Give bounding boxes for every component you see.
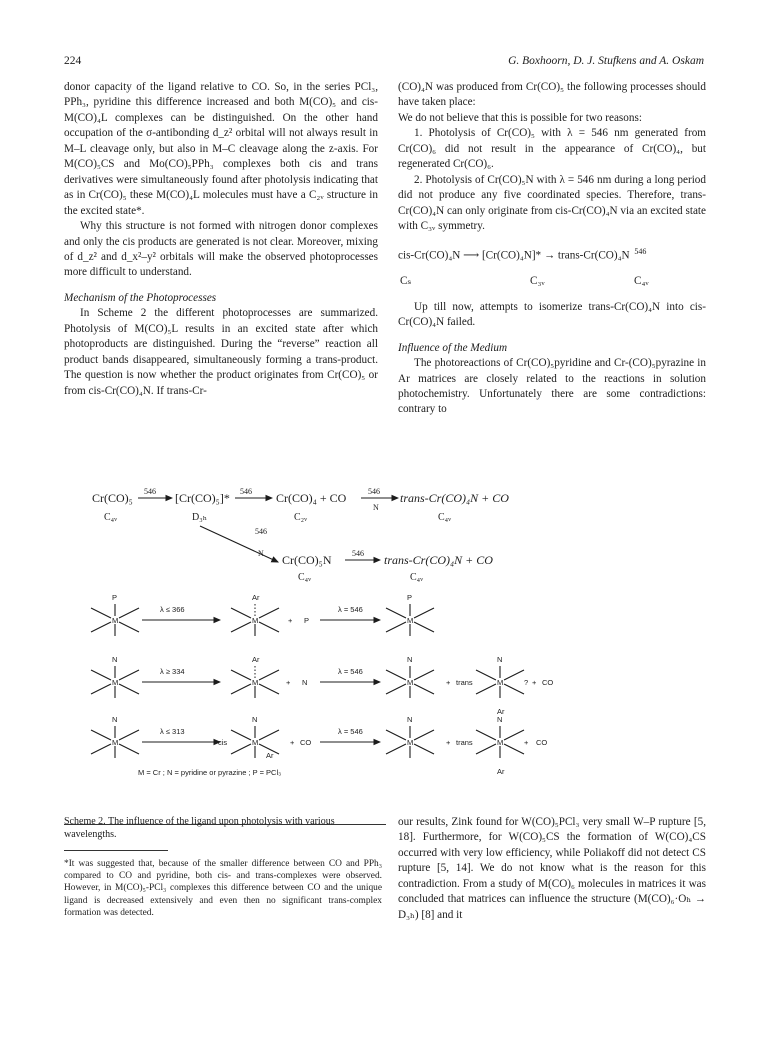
symmetry-label: C₄ᵥ (104, 512, 118, 523)
section-heading: Influence of the Medium (398, 341, 508, 354)
running-header-authors: G. Boxhoorn, D. J. Stufkens and A. Oskam (508, 55, 704, 67)
bond-line (231, 684, 251, 694)
isomer-label: cis (218, 738, 228, 747)
equation-text: cis-Cr(CO)₄N ⟶ [Cr(CO)₄N]* → trans-Cr(CO)₄N (398, 249, 630, 262)
bond-line (476, 730, 496, 740)
ligand-label: Ar (266, 751, 274, 760)
metal-label: M (112, 678, 119, 687)
bond-line (119, 670, 139, 680)
paragraph: donor capacity of the ligand relative to CO. So, in the series PCl₃, PPh₃, pyridine this difference increased and both M(CO)₅ and cis-M(CO)₄L complexes can be distinguished. On the other hand occupation of the σ-antibonding d_z² orbital will not always result in M–L cleavage only, but also in M–C cleavage along the z-axis. For M(CO)₅CS and Mo(CO)₅PPh₃ complexes both cis and trans derivatives were simultaneously found after photolysis indicating that as in Cr(CO)₅ these M(CO)₄L molecules must have a C₂ᵥ structure in the excited state*. (64, 81, 378, 217)
bond-line (504, 684, 524, 694)
right-column (398, 80, 706, 418)
ligand-label: Ar (497, 707, 505, 716)
bond-line (259, 608, 279, 618)
metal-label: M (407, 678, 414, 687)
scheme-species: Cr(CO)₄ + CO (276, 491, 347, 505)
ligand-label: P (112, 593, 118, 602)
reagent-label: N (258, 549, 264, 558)
bond-line (414, 622, 434, 632)
bond-line (119, 608, 139, 618)
bond-line (504, 730, 524, 740)
bond-line (504, 744, 524, 754)
symmetry-label: C₄ᵥ (410, 572, 424, 583)
bond-line (414, 684, 434, 694)
ligand-label: Ar (252, 593, 260, 602)
bond-line (504, 670, 524, 680)
bond-line (91, 608, 111, 618)
wavelength-label: λ ≤ 366 (160, 605, 185, 614)
scheme-caption: Scheme 2. The influence of the ligand upon photolysis with various wavelengths. (64, 816, 335, 841)
equation (398, 244, 706, 264)
page-number: 224 (64, 55, 82, 67)
metal-label: M (497, 678, 504, 687)
paragraph: Why this structure is not formed with nitrogen donor complexes and only the cis products are generated is not clear. Moreover, mixing of d_z² and d_x²–y² orbitals will make the observed photoprocesses more difficult to understand. (64, 220, 378, 279)
paragraph: The photoreactions of Cr(CO)₅pyridine and Cr-(CO)₅pyrazine in Ar matrices are closely related to the reactions in solution photochemistry. Unfortunately there are some contradictions: contrary to (398, 357, 706, 416)
footnote-divider (64, 850, 168, 851)
bond-line (259, 670, 279, 680)
equation-arrow-label: 546 (634, 246, 647, 256)
wavelength-label: 546 (255, 527, 267, 536)
bond-line (91, 670, 111, 680)
reagent-label: N (373, 503, 379, 512)
wavelength-label: 546 (368, 487, 380, 496)
bond-line (476, 670, 496, 680)
wavelength-label: λ ≤ 313 (160, 727, 185, 736)
scheme-2-diagram (80, 470, 680, 810)
bond-line (414, 744, 434, 754)
ligand-label: P (407, 593, 413, 602)
metal-label: M (112, 616, 119, 625)
question-mark: ? (524, 678, 529, 687)
ligand-label: N (252, 715, 258, 724)
footnote: *It was suggested that, because of the smaller difference between CO and PPh₃ compared to CO and pyridine, both cis- and trans-complexes were observed. However, in M(CO)₅-PCl₃ complexes this difference between CO and the unique ligand is decreased extensively and even then no significant trans-complex formation was detected. (64, 859, 382, 918)
ligand-label: CO (300, 738, 312, 747)
metal-label: M (252, 616, 259, 625)
metal-label: M (497, 738, 504, 747)
symmetry-label: C₄ᵥ (438, 512, 452, 523)
bond-line (386, 684, 406, 694)
bond-line (386, 622, 406, 632)
ligand-label: N (497, 655, 503, 664)
paragraph: In Scheme 2 the different photoprocesses are summarized. Photolysis of M(CO)₅L results in an excited state after which photoproducts are distinguished. During the “reverse” reaction all product bands disappeared, simultaneously forming a trans-product. The question is now whether the product originates from Cr(CO)₅ or from cis-Cr(CO)₄N. If trans-Cr- (64, 307, 378, 397)
bond-line (91, 730, 111, 740)
bond-line (386, 730, 406, 740)
metal-label: M (407, 616, 414, 625)
bond-line (91, 622, 111, 632)
bond-line (119, 730, 139, 740)
plus-sign: + (290, 738, 295, 747)
metal-label: M (252, 738, 259, 747)
right-column-continued: our results, Zink found for W(CO)₅PCl₃ very small W–P rupture [5, 18]. Furthermore, for W(CO)₅CS the formation of W(CO)₄CS occurred with very low efficiency, while Poliakoff did not detect CS rupture [5, 14]. We do not know what is the reason for this contradiction. From a study of M(CO)₆ molecules in matrices it was concluded that matrices can influence the structure (M(CO)₆·Oₕ → D₃ₕ) [8] and it (398, 816, 706, 921)
metal-label: M (252, 678, 259, 687)
paragraph: Up till now, attempts to isomerize trans-Cr(CO)₄N into cis-Cr(CO)₄N failed. (398, 300, 706, 329)
ligand-label: N (302, 678, 308, 687)
scheme-species: Cr(CO)₅N (282, 553, 332, 567)
bond-line (231, 730, 251, 740)
bond-line (231, 608, 251, 618)
symmetry-label: C₃ᵥ (530, 274, 545, 287)
metal-label: M (112, 738, 119, 747)
bond-line (476, 744, 496, 754)
ligand-label: CO (542, 678, 554, 687)
plus-sign: + (288, 616, 293, 625)
bond-line (231, 744, 251, 754)
ligand-label: Ar (497, 767, 505, 776)
bond-line (476, 684, 496, 694)
octahedral-sketches (91, 593, 553, 776)
metal-label: M (407, 738, 414, 747)
wavelength-label: λ = 546 (338, 605, 363, 614)
left-column (64, 80, 378, 399)
ligand-label: N (407, 715, 413, 724)
bond-line (119, 622, 139, 632)
symmetry-label: Cₛ (400, 274, 412, 287)
bond-line (414, 608, 434, 618)
ligand-label: N (497, 715, 503, 724)
ligand-label: CO (536, 738, 548, 747)
bond-line (259, 622, 279, 632)
bond-line (386, 744, 406, 754)
ligand-label: Ar (252, 655, 260, 664)
symmetry-label: C₄ᵥ (634, 274, 649, 287)
plus-sign: + (532, 678, 537, 687)
equation-symmetries (398, 270, 706, 300)
bond-line (259, 730, 279, 740)
plus-sign: + (524, 738, 529, 747)
symmetry-label: D₃ₕ (192, 512, 208, 523)
scheme-legend: M = Cr ; N = pyridine or pyrazine ; P = PCl₃ (138, 768, 282, 777)
wavelength-label: λ ≥ 334 (160, 667, 185, 676)
scheme-species: Cr(CO)₅ (92, 491, 133, 505)
bond-line (414, 670, 434, 680)
bond-line (119, 684, 139, 694)
isomer-label: trans (456, 678, 473, 687)
scheme-species: trans-Cr(CO)₄N + CO (400, 491, 509, 505)
paragraph: (CO)₄N was produced from Cr(CO)₅ the following processes should have taken place: (398, 81, 706, 109)
wavelength-label: 546 (352, 549, 364, 558)
bond-line (231, 670, 251, 680)
scheme-species: trans-Cr(CO)₄N + CO (384, 553, 493, 567)
paragraph: 2. Photolysis of Cr(CO)₅N with λ = 546 nm during a long period did not produce any five coordinated species. Therefore, trans-Cr(CO)₄N can only originate from cis-Cr(CO)₄N via an excited state with C₃ᵥ symmetry. (398, 173, 706, 233)
isomer-label: trans (456, 738, 473, 747)
symmetry-label: C₄ᵥ (298, 572, 312, 583)
bond-line (231, 622, 251, 632)
bond-line (386, 608, 406, 618)
scheme-species: [Cr(CO)₅]* (175, 491, 230, 505)
plus-sign: + (446, 738, 451, 747)
paragraph: 1. Photolysis of Cr(CO)₅ with λ = 546 nm generated from Cr(CO)₆ did not result in the appearance of Cr(CO)₄, but regenerated Cr(CO)₆. (398, 127, 706, 171)
wavelength-label: λ = 546 (338, 727, 363, 736)
wavelength-label: 546 (144, 487, 156, 496)
symmetry-label: C₂ᵥ (294, 512, 308, 523)
wavelength-label: 546 (240, 487, 252, 496)
wavelength-label: λ = 546 (338, 667, 363, 676)
bond-line (91, 684, 111, 694)
paragraph: We do not believe that this is possible for two reasons: (398, 111, 642, 124)
bond-line (91, 744, 111, 754)
bond-line (119, 744, 139, 754)
ligand-label: P (304, 616, 310, 625)
bond-line (386, 670, 406, 680)
ligand-label: N (407, 655, 413, 664)
ligand-label: N (112, 655, 118, 664)
plus-sign: + (286, 678, 291, 687)
bond-line (259, 684, 279, 694)
ligand-label: N (112, 715, 118, 724)
section-heading: Mechanism of the Photoprocesses (64, 291, 217, 304)
plus-sign: + (446, 678, 451, 687)
bond-line (414, 730, 434, 740)
